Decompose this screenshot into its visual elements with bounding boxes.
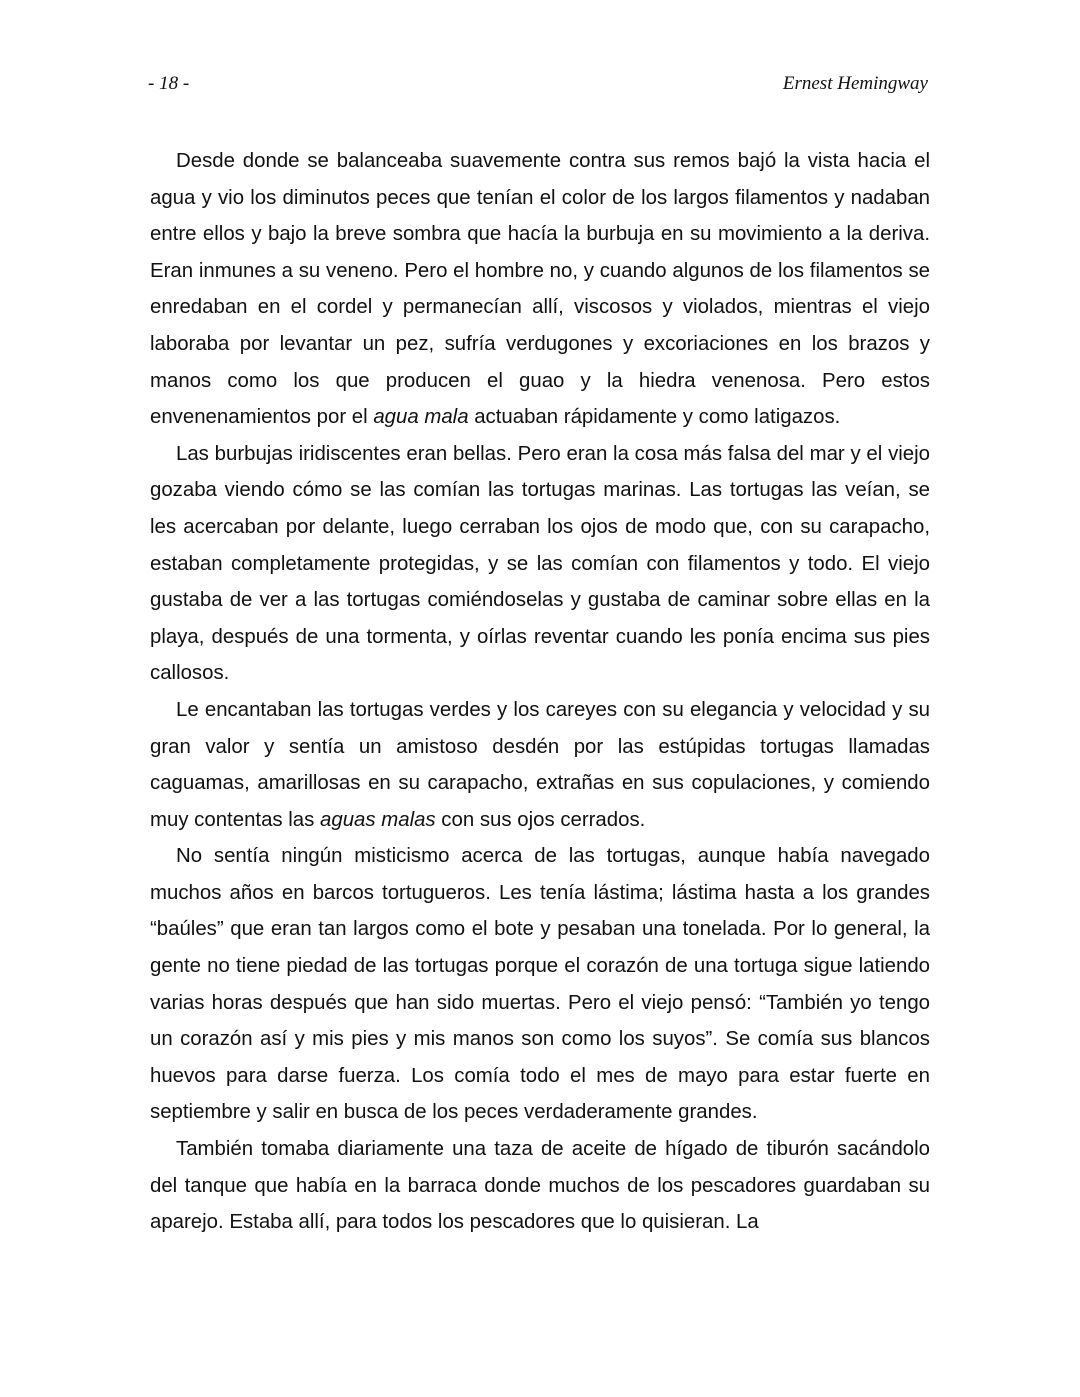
running-header — [148, 73, 928, 101]
emphasis: agua mala — [373, 406, 469, 429]
emphasis: aguas malas — [320, 808, 436, 831]
running-header-author: Ernest Hemingway — [782, 73, 928, 94]
paragraph: No sentía ningún misticismo acerca de las tortugas, aunque había navegado muchos años en barcos tortugueros. Les tenía lástima; lástima hasta a los grandes “baúles” que eran tan largos como el bote y pesaban una tonelada. Por lo general, la gente no tiene piedad de las tortugas porque el corazón de una tortuga sigue latiendo varias horas después que han sido muertas. Pero el viejo pensó: “También yo tengo un corazón así y mis pies y mis manos son como los suyos”. Se comía sus blancos huevos para darse fuerza. Los comía todo el mes de mayo para estar fuerte en septiembre y salir en busca de los peces verdaderamente grandes. — [150, 845, 930, 1124]
paragraph: Desde donde se balanceaba suavemente contra sus remos bajó la vista hacia el agua y vio los diminutos peces que tenían el color de los largos filamentos y nadaban entre ellos y bajo la breve sombra que hacía la burbuja en su movimiento a la deriva. Eran inmunes a su veneno. Pero el hombre no, y cuando algunos de los filamentos se enredaban en el cordel y permanecían allí, viscosos y violados, mientras el viejo laboraba por levantar un pez, sufría verdugones y excoriaciones en los brazos y manos como los que producen el guao y la hiedra venenosa. Pero estos envenenamientos por el agua mala actuaban rápidamente y como latigazos. — [150, 150, 930, 429]
body-text — [150, 143, 930, 1241]
paragraph: Las burbujas iridiscentes eran bellas. Pero eran la cosa más falsa del mar y el viejo gozaba viendo cómo se las comían las tortugas marinas. Las tortugas las veían, se les acercaban por delante, luego cerraban los ojos de modo que, con su carapacho, estaban completamente protegidas, y se las comían con filamentos y todo. El viejo gustaba de ver a las tortugas comiéndoselas y gustaba de caminar sobre ellas en la playa, después de una tormenta, y oírlas reventar cuando les ponía encima sus pies callosos. — [150, 442, 930, 685]
page-number: - 18 - — [148, 73, 190, 94]
paragraph: Le encantaban las tortugas verdes y los careyes con su elegancia y velocidad y su gran valor y sentía un amistoso desdén por las estúpidas tortugas llamadas caguamas, amarillosas en su carapacho, extrañas en sus copulaciones, y comiendo muy contentas las aguas malas con sus ojos cerrados. — [150, 698, 930, 831]
paragraph: También tomaba diariamente una taza de aceite de hígado de tiburón sacándolo del tanque que había en la barraca donde muchos de los pescadores guardaban su aparejo. Estaba allí, para todos los pescadores que lo quisieran. La — [150, 1138, 930, 1234]
